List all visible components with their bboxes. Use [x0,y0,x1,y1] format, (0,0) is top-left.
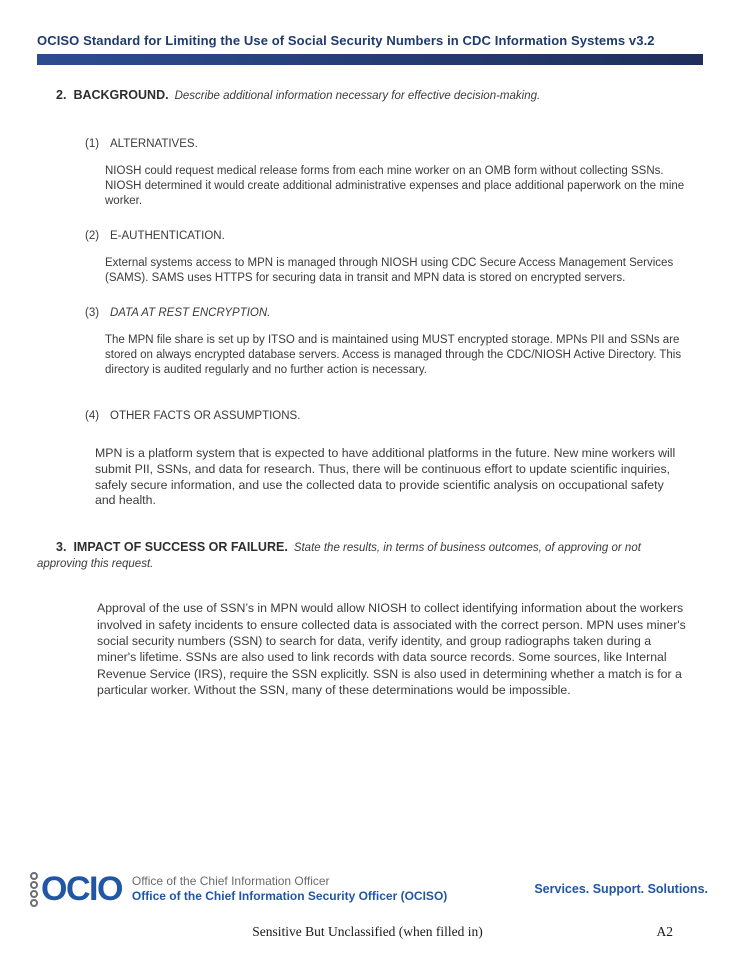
org-line-2: Office of the Chief Information Security Officer (OCISO) [131,888,448,903]
item-number: (1) [85,138,100,150]
item-4-heading [85,409,703,423]
footer-tagline: Services. Support. Solutions. [534,882,708,896]
ocio-logo [30,870,447,907]
ring-icon [30,881,38,889]
footer-org-lines [132,874,447,904]
section-number: 2. [56,88,67,102]
item-2-heading [85,229,703,243]
item-2-body: External systems access to MPN is managed through NIOSH using CDC Secure Access Management Services (SAMS). SAMS uses HTTPS for securing data in transit and MPN data is stored on encrypted servers. [105,257,674,284]
ring-icon [30,899,38,907]
title-rule [37,54,703,65]
section-instruction: Describe additional information necessary for effective decision-making. [174,90,541,102]
section-3-heading [37,540,685,572]
item-title: E-AUTHENTICATION. [110,230,225,242]
ocio-rings-icon [30,872,38,907]
page-number: A2 [656,924,673,939]
classification-label: Sensitive But Unclassified (when filled in) [252,924,483,939]
org-line-1: Office of the Chief Information Officer [131,873,330,888]
item-1-heading [85,137,703,151]
item-3-body: The MPN file share is set up by ITSO and is maintained using MUST encrypted storage. MPNs PII and SSNs are stored on always encrypted database servers. Access is managed through the CDC/NIOSH Active Directory. This directory is audited regularly and no further action is necessary. [105,334,682,376]
item-number: (4) [85,410,100,422]
item-number: (3) [85,307,100,319]
ocio-logotype: OCIO [41,869,122,908]
item-number: (2) [85,230,100,242]
section-instruction: State the results, in terms of business outcomes, of approving or not approving this request. [37,542,641,571]
item-1-body: NIOSH could request medical release forms from each mine worker on an OMB form without collecting SSNs. NIOSH determined it would create additional administrative expenses and place additional paperwork on the mine worker. [105,165,685,207]
item-title: OTHER FACTS OR ASSUMPTIONS. [110,410,301,422]
section-number: 3. [56,540,67,555]
section-title: BACKGROUND. [73,88,169,102]
item-title: ALTERNATIVES. [110,138,198,150]
item-4-body: MPN is a platform system that is expected to have additional platforms in the future. New mine workers will submit PII, SSNs, and data for research. Thus, there will be continuous effort to update scientific inquiries, safely secure information, and use the collected data to provide scientific analysis on occupational safety and health. [95,446,676,508]
document-content [37,0,703,699]
section-3-body: Approval of the use of SSN’s in MPN would allow NIOSH to collect identifying information about the workers involved in safety incidents to ensure collected data is associated with the correct person. MPN uses miner's social security numbers (SSN) to search for data, verify identity, and group radiographs taken during a miner's lifetime. SSNs are also used to link records with data source records. Some sources, like Internal Revenue Service (IRS), require the SSN explicitly. SSN is also used in determining whether a match is for a particular worker. Without the SSN, many of these determinations would be impossible. [97,601,686,698]
section-title: IMPACT OF SUCCESS OR FAILURE. [73,540,288,555]
item-3-heading [85,306,703,320]
section-2-heading [56,88,703,104]
item-title: DATA AT REST ENCRYPTION. [110,307,271,319]
ring-icon [30,872,38,880]
page-title: OCISO Standard for Limiting the Use of Social Security Numbers in CDC Information Systems v3.2 [37,33,655,48]
ring-icon [30,890,38,898]
